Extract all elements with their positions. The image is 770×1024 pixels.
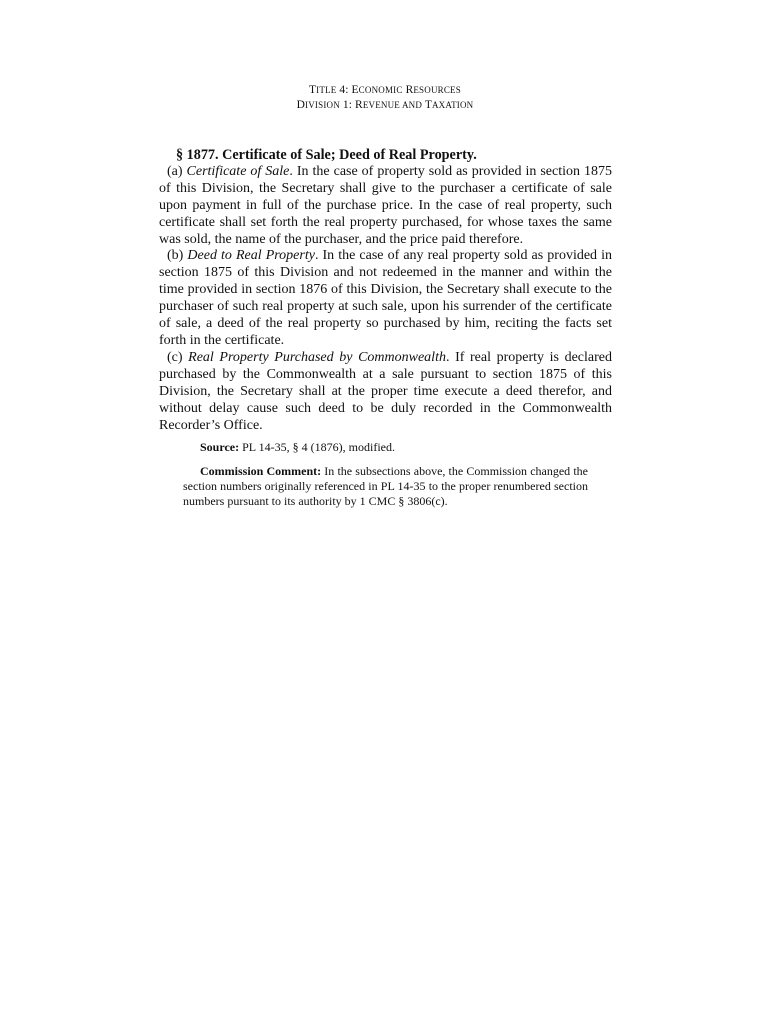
commission-comment-paragraph — [183, 464, 588, 509]
section-body — [159, 147, 612, 434]
paragraph-c-lead: Real Property Purchased by Commonwealth — [188, 349, 446, 365]
paragraph-b-lead: Deed to Real Property — [187, 248, 315, 264]
division-rest-3: AXATION — [431, 100, 474, 110]
title-mid: 4: — [336, 84, 352, 96]
title-rest-2: CONOMIC — [358, 85, 403, 95]
source-text: PL 14-35, § 4 (1876), modified. — [239, 440, 395, 454]
division-rest-1: IVISION — [305, 100, 340, 110]
title-rest-1: ITLE — [316, 85, 337, 95]
commission-comment-label: Commission Comment: — [200, 464, 322, 478]
title-header — [0, 83, 770, 97]
source-note — [183, 440, 588, 455]
title-cap-1: T — [309, 84, 317, 96]
paragraph-a-text: . In the case of property sold as provided in section 1875 of this Division, the Secretary shall give to the purchaser a certificate of sale upon payment in full of the purchase price. In the case of real property, such certificate shall set forth the real property purchased, for whose taxes the same was sold, the name of the purchaser, and the price paid therefore. — [159, 163, 612, 247]
division-cap-3: T — [424, 99, 432, 111]
division-cap-2: R — [355, 99, 363, 111]
division-cap-1: D — [296, 99, 306, 111]
division-rest-2: EVENUE AND — [362, 100, 423, 110]
title-rest-3: ESOURCES — [413, 85, 461, 95]
division-mid: 1: — [339, 99, 356, 111]
paragraph-a — [159, 164, 612, 249]
paragraph-a-prefix: (a) — [167, 163, 187, 179]
title-cap-3: R — [405, 84, 414, 96]
paragraph-b — [159, 248, 612, 349]
section-heading: § 1877. Certificate of Sale; Deed of Real Property. — [176, 147, 477, 163]
division-header — [0, 98, 770, 112]
commission-comment-text: In the subsections above, the Commission changed the section numbers originally referenced in PL 14-35 to the proper renumbered section numbers pursuant to its authority by 1 CMC § 3806(c). — [183, 464, 588, 508]
commission-comment — [183, 464, 588, 509]
title-cap-2: E — [351, 84, 359, 96]
source-label: Source: — [200, 440, 240, 454]
paragraph-c — [159, 350, 612, 435]
paragraph-c-prefix: (c) — [167, 349, 189, 365]
paragraph-c-text: . If real property is declared purchased by the Commonwealth at a sale pursuant to section 1875 of this Division, the Secretary shall at the proper time execute a deed therefor, and without delay cause such deed to be duly recorded in the Commonwealth Recorder’s Office. — [159, 349, 612, 433]
paragraph-b-prefix: (b) — [167, 248, 188, 264]
paragraph-b-text: . In the case of any real property sold as provided in section 1875 of this Division and not redeemed in the manner and within the time provided in section 1876 of this Division, the Secretary shall execute to the purchaser of such real property at such sale, upon his surrender of the certificate of sale, a deed of the real property so purchased by him, reciting the facts set forth in the certificate. — [159, 248, 613, 348]
paragraph-a-lead: Certificate of Sale — [186, 163, 290, 179]
